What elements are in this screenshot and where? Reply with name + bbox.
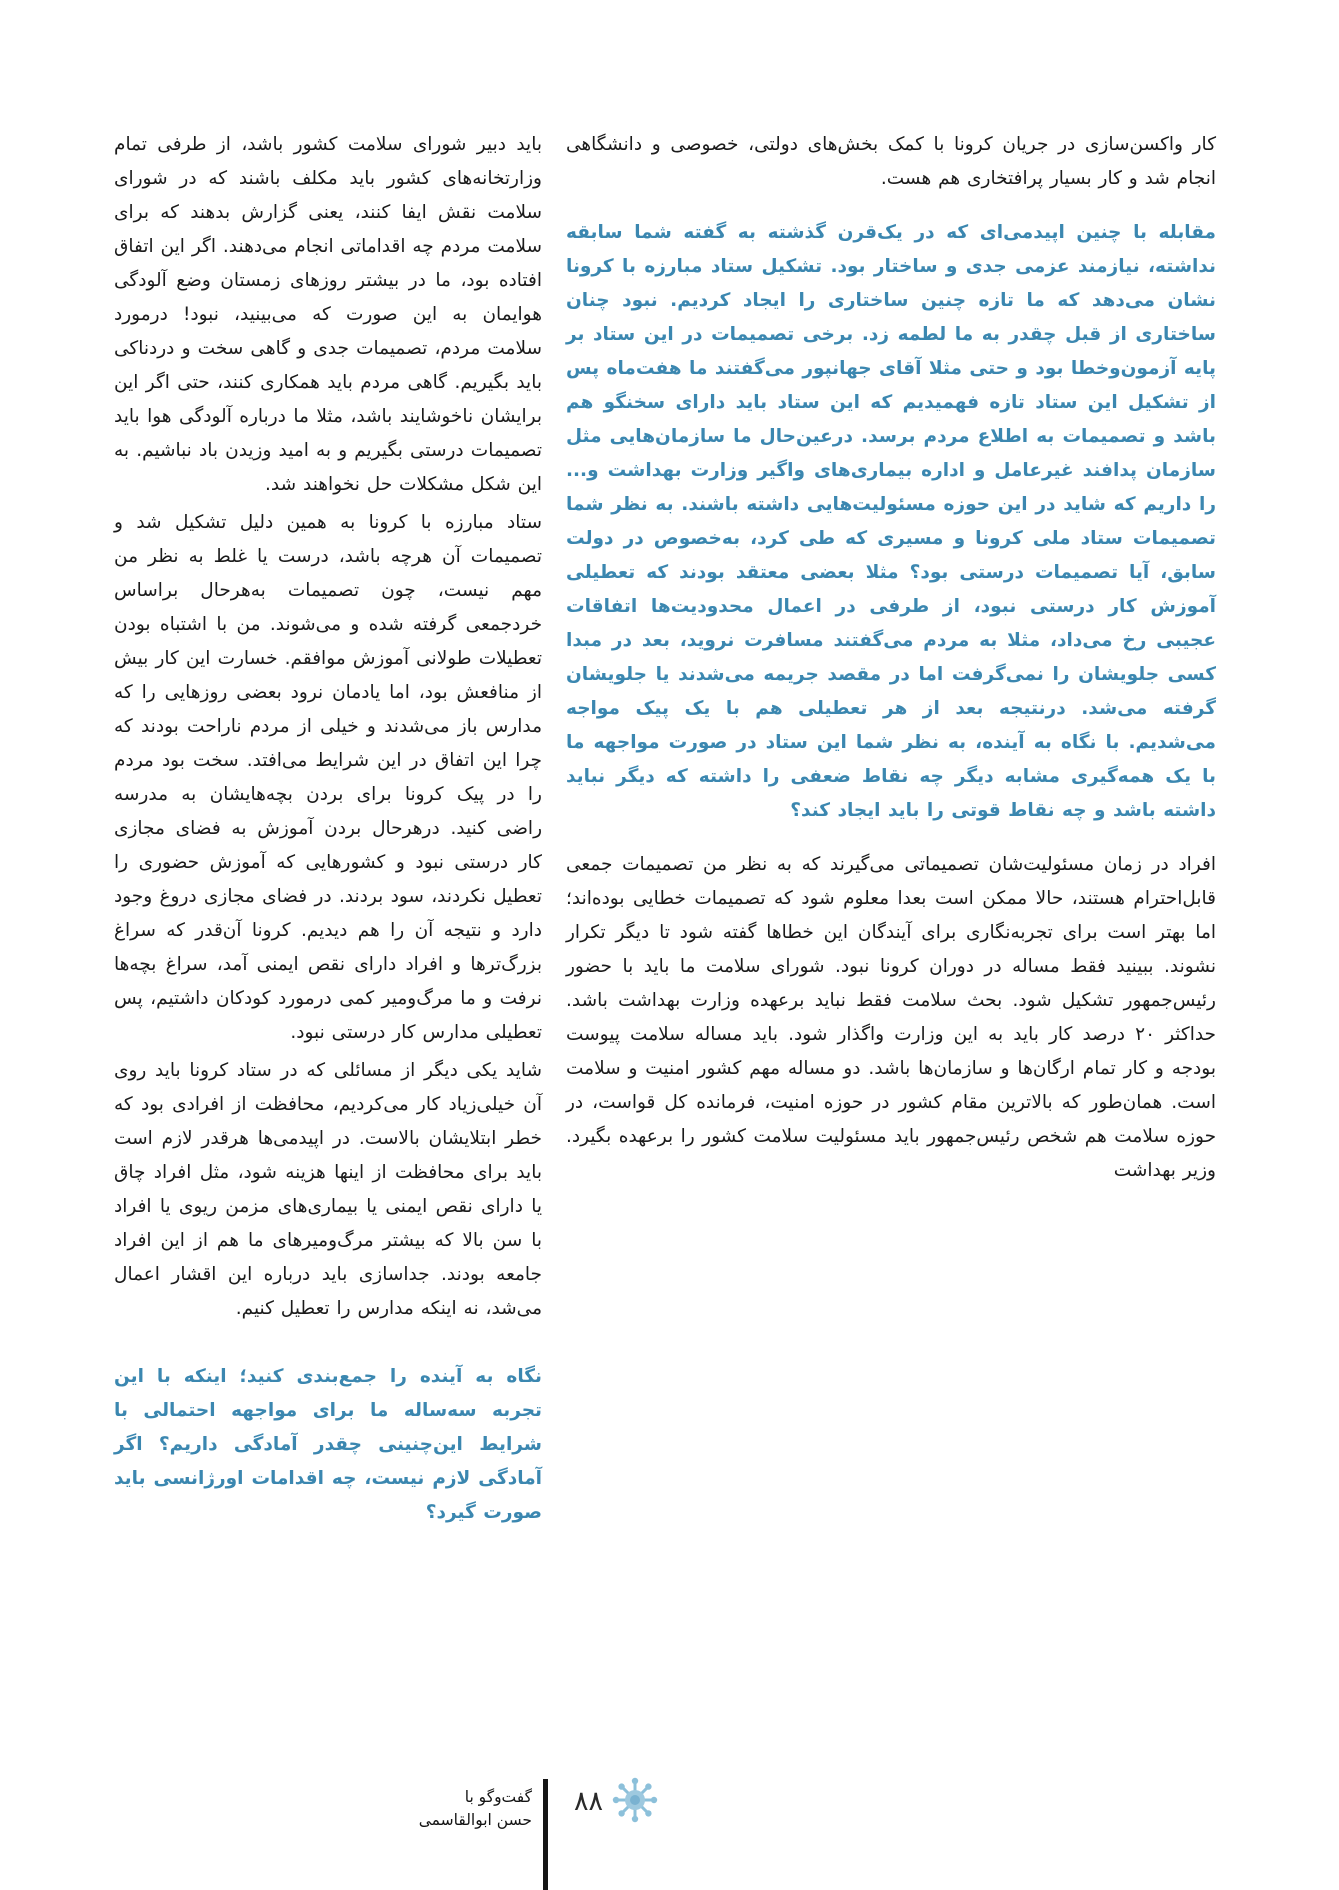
interview-question: مقابله با چنین اپیدمی‌ای که در یک‌قرن گذشته به گفته شما سابقه نداشته، نیازمند عزمی جدی و ساختار بود. تشکیل ستاد مبارزه با کرونا نشان می‌دهد که ما تازه چنین ساختاری را ایجاد کردیم. نبود چنان ساختاری از قبل چقدر به ما لطمه زد. برخی تصمیمات در این ستاد بر پایه آزمون‌وخطا بود و حتی مثلا آقای جهانپور می‌گفتند ما هفت‌ماه پس از تشکیل این ستاد تازه فهمیدیم که این ستاد باید دارای سخنگو هم باشد و تصمیمات به اطلاع مردم برسد. درعین‌حال ما سازمان‌هایی مثل سازمان پدافند غیرعامل و اداره بیماری‌های واگیر وزارت بهداشت و... را داریم که شاید در این حوزه مسئولیت‌هایی داشته باشند. به نظر شما تصمیمات ستاد ملی کرونا و مسیری که طی کرد، به‌خصوص در دولت سابق، آیا تصمیمات درستی بود؟ مثلا بعضی معتقد بودند که تعطیلی آموزش کار درستی نبود، از طرفی در اعمال محدودیت‌ها اتفاقات عجیبی رخ می‌داد، مثلا به مردم می‌گفتند مسافرت نروید، بعد در مبدا کسی جلویشان را نمی‌گرفت اما در مقصد جریمه می‌شدند یا جلویشان گرفته می‌شد. درنتیجه بعد از هر تعطیلی هم با یک پیک مواجه می‌شدیم. با نگاه به آینده، به نظر شما این ستاد در صورت مواجهه ما با یک همه‌گیری مشابه دیگر چه نقاط ضعفی را داشته که دیگر نباید داشته باشد و چه نقاط قوتی را باید ایجاد کند؟: [566, 222, 1216, 821]
column-right: [566, 128, 1216, 1550]
footer-divider-bar: [543, 1779, 548, 1890]
article-body: [114, 128, 1216, 1550]
column-left: [114, 128, 542, 1550]
footer-credit-line1: گفت‌وگو با: [464, 1788, 532, 1806]
article-paragraph: باید دبیر شورای سلامت کشور باشد، از طرفی تمام وزارتخانه‌های کشور باید مکلف باشند که در شورای سلامت نقش ایفا کنند، یعنی گزارش بدهند که برای سلامت مردم چه اقداماتی انجام می‌دهند. اگر این اتفاق افتاده بود، ما در بیشتر روزهای زمستان وضع آلودگی هوایمان به این صورت که می‌بینید، نبود! درمورد سلامت مردم، تصمیمات جدی و گاهی سخت و دردناکی باید بگیریم. گاهی مردم باید همکاری کنند، حتی اگر این برایشان ناخوشایند باشد، مثلا ما درباره آلودگی هوا باید تصمیمات درستی بگیریم و به امید وزیدن باد نباشیم. به این شکل مشکلات حل نخواهند شد.: [114, 134, 542, 495]
article-paragraph: ستاد مبارزه با کرونا به همین دلیل تشکیل شد و تصمیمات آن هرچه باشد، درست یا غلط به نظر من مهم نیست، چون تصمیمات به‌هرحال براساس خردجمعی گرفته شده و می‌شوند. من با اشتباه بودن تعطیلات طولانی آموزش موافقم. خسارت این کار بیش از منافعش بود، اما یادمان نرود بعضی روزهایی را که مدارس باز می‌شدند و خیلی از مردم ناراحت بودند که چرا این اتفاق در این شرایط می‌افتد. سخت بود مردم را در پیک کرونا برای بردن بچه‌هایشان به مدرسه راضی کنید. درهرحال بردن آموزش به فضای مجازی کار درستی نبود و کشورهایی که آموزش حضوری را تعطیل نکردند، سود بردند. در فضای مجازی دروغ وجود دارد و نتیجه آن را هم دیدیم. کرونا آن‌قدر که سراغ بزرگ‌ترها و افراد دارای نقص ایمنی آمد، سراغ بچه‌ها نرفت و ما مرگ‌ومیر کمی درمورد کودکان داشتیم، پس تعطیلی مدارس کار درستی نبود.: [114, 512, 542, 1043]
page-number: ۸۸: [574, 1786, 604, 1817]
footer-credit: [280, 1786, 532, 1832]
footer-credit-line2: حسن ابوالقاسمی: [418, 1811, 532, 1829]
virus-icon: [611, 1776, 659, 1824]
article-paragraph: کار واکسن‌سازی در جریان کرونا با کمک بخش‌های دولتی، خصوصی و دانشگاهی انجام شد و کار بسیار پرافتخاری هم هست.: [566, 134, 1216, 189]
interview-question: نگاه به آینده را جمع‌بندی کنید؛ اینکه با این تجربه سه‌ساله ما برای مواجهه احتمالی با شرایط این‌چنینی چقدر آمادگی داریم؟ اگر آمادگی لازم نیست، چه اقدامات اورژانسی باید صورت گیرد؟: [114, 1366, 542, 1523]
article-paragraph: شاید یکی دیگر از مسائلی که در ستاد کرونا باید روی آن خیلی‌زیاد کار می‌کردیم، محافظت از افرادی بود که خطر ابتلایشان بالاست. در اپیدمی‌ها هرقدر لازم است باید برای محافظت از اینها هزینه شود، مثل افراد چاق یا دارای نقص ایمنی یا بیماری‌های مزمن ریوی یا افراد با سن بالا که بیشتر مرگ‌ومیرهای ما هم از این افراد جامعه بودند. جداسازی باید درباره این اقشار اعمال می‌شد، نه اینکه مدارس را تعطیل کنیم.: [114, 1060, 542, 1319]
article-paragraph: افراد در زمان مسئولیت‌شان تصمیماتی می‌گیرند که به نظر من تصمیمات جمعی قابل‌احترام هستند، حالا ممکن است بعدا معلوم شود که تصمیمات خطایی بوده‌اند؛ اما بهتر است برای تجربه‌نگاری برای آیندگان این خطاها گفته شود تا دیگر تکرار نشوند. ببینید فقط مساله در دوران کرونا نبود. شورای سلامت ما باید با حضور رئیس‌جمهور تشکیل شود. بحث سلامت فقط نباید برعهده وزارت بهداشت باشد. حداکثر ۲۰ درصد کار باید به این وزارت واگذار شود. باید مساله سلامت پیوست بودجه و کار تمام ارگان‌ها و سازمان‌ها باشد. دو مساله مهم کشور امنیت و سلامت است. همان‌طور که بالاترین مقام کشور در حوزه امنیت، فرمانده کل قواست، در حوزه سلامت هم شخص رئیس‌جمهور باید مسئولیت سلامت کشور را برعهده بگیرد. وزیر بهداشت: [566, 854, 1216, 1181]
